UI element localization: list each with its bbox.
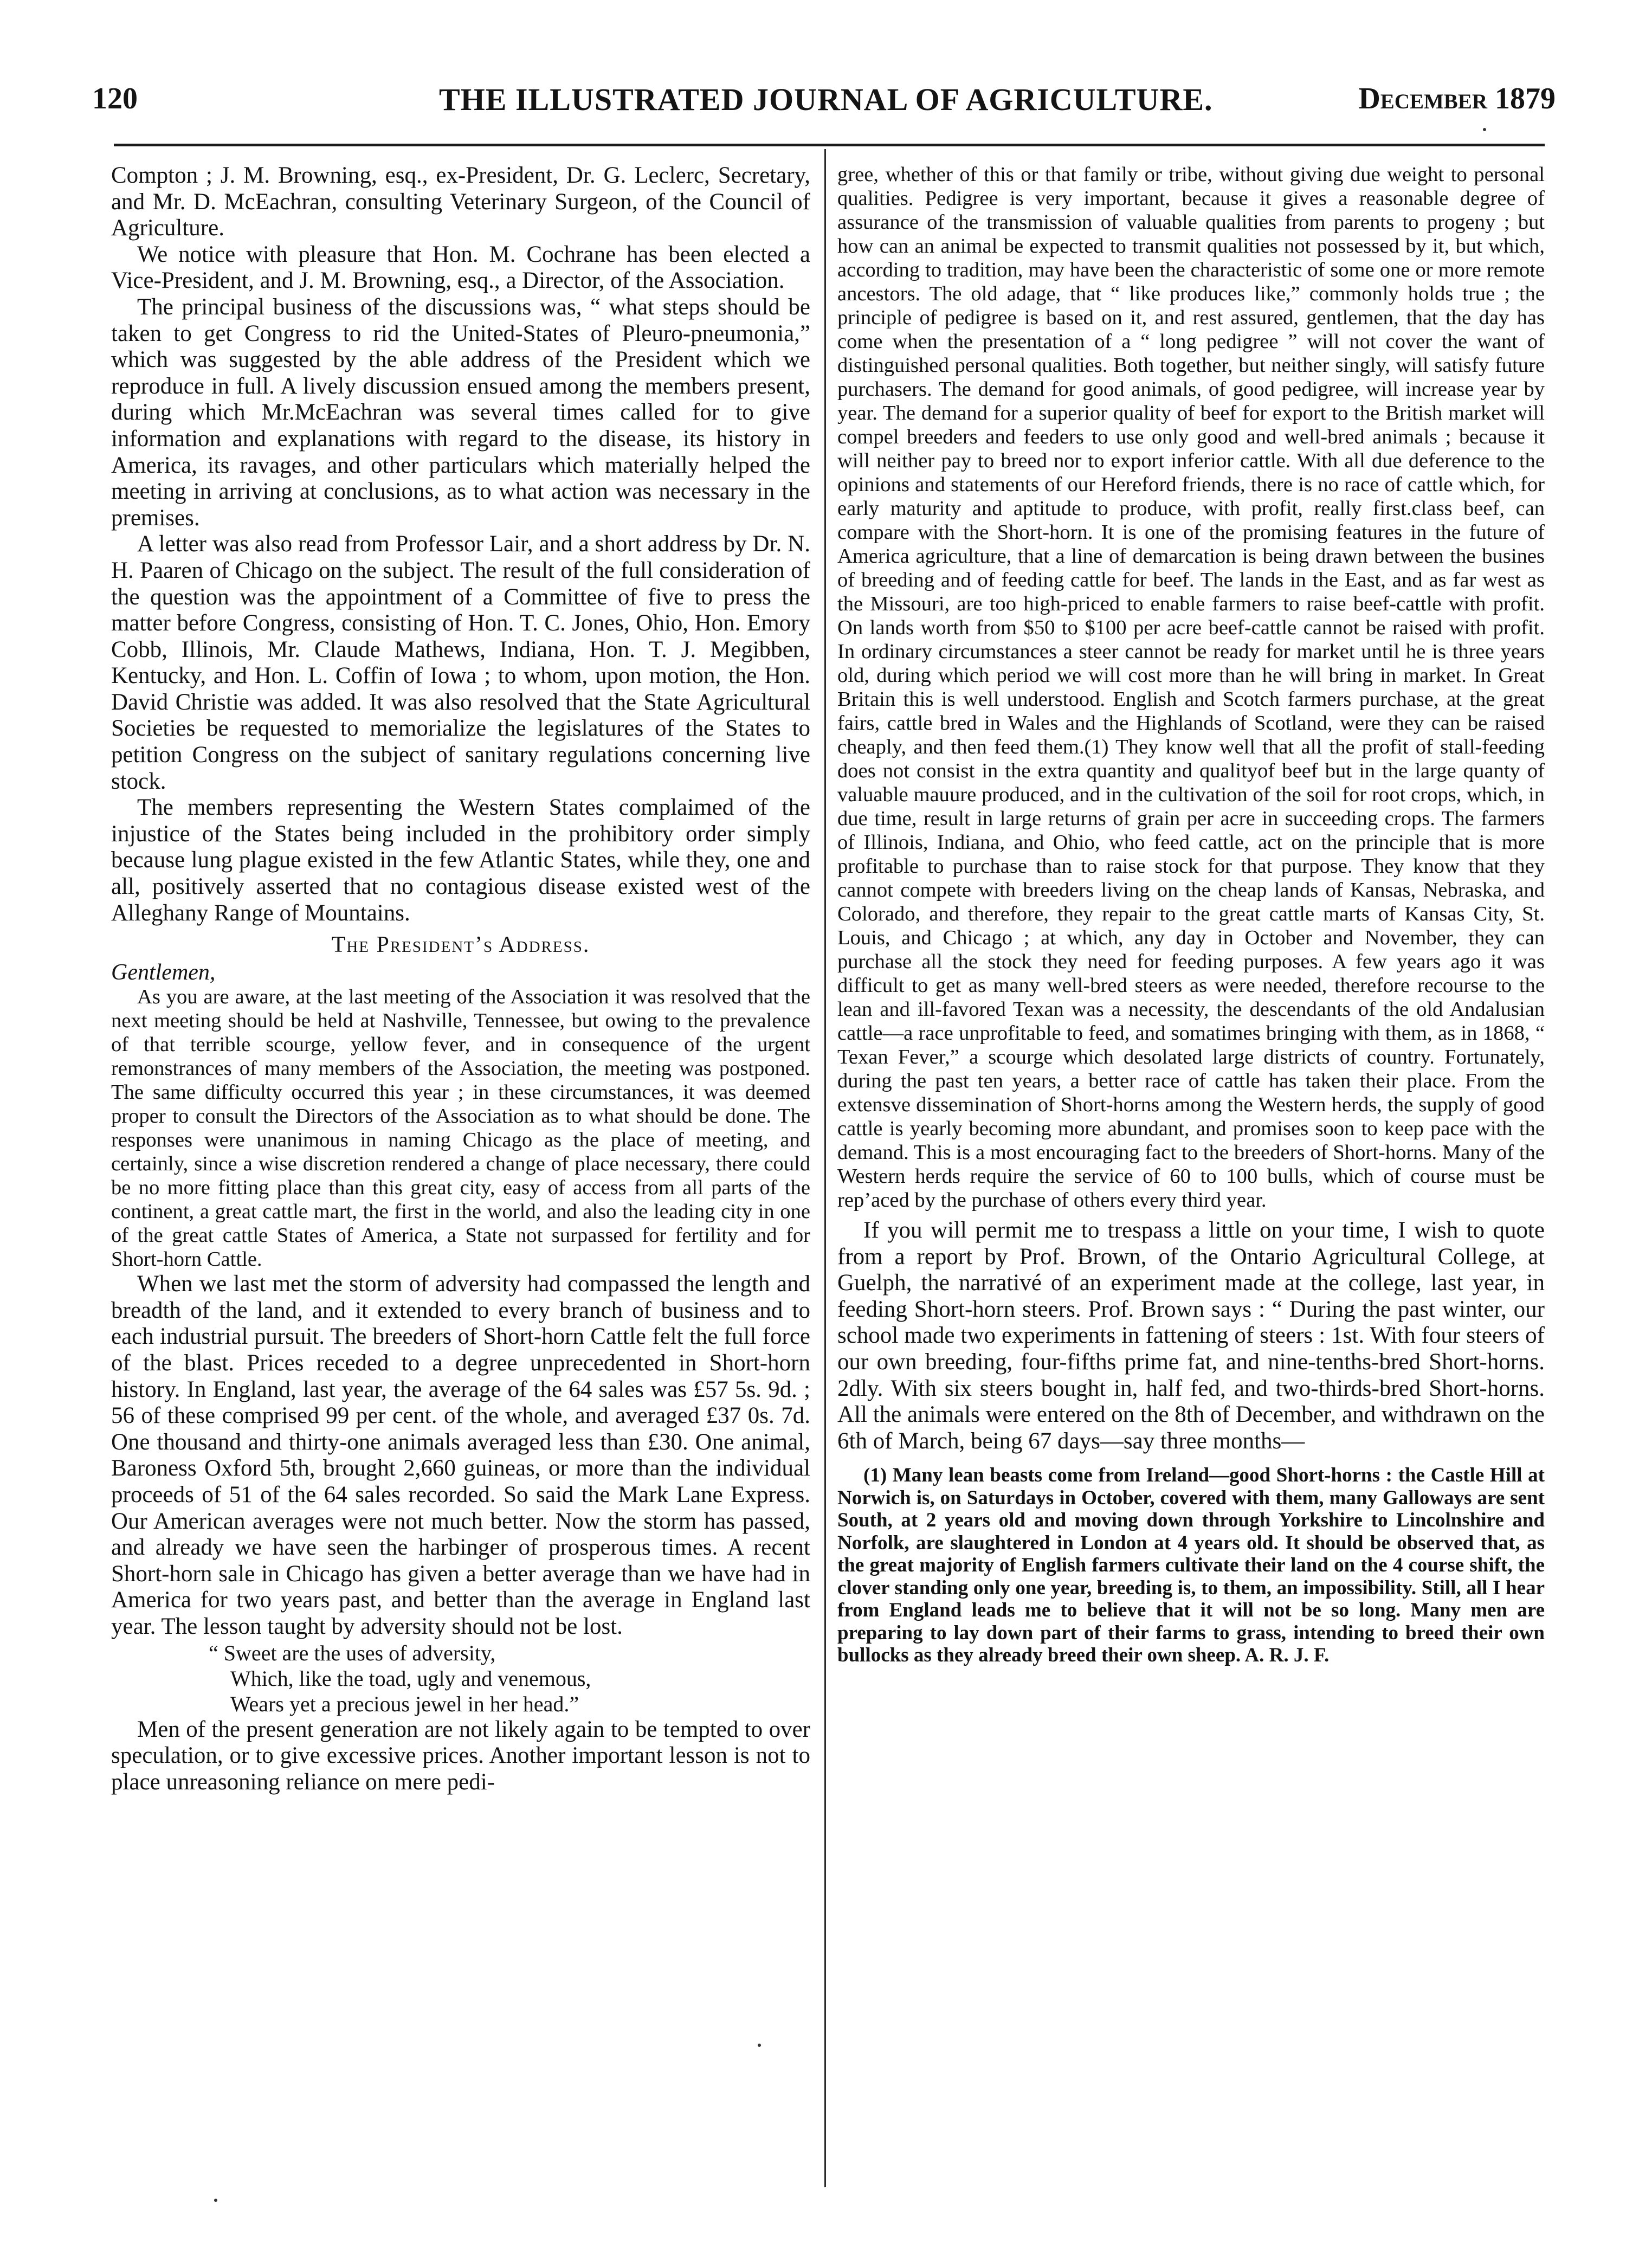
header-rule	[114, 144, 1545, 146]
right-column	[837, 163, 1545, 1667]
poem-quote	[209, 1640, 810, 1717]
print-speck	[1483, 128, 1486, 131]
poem-line: “ Sweet are the uses of adversity,	[209, 1640, 496, 1665]
paragraph: The principal business of the discussions was, “ what steps should be taken to get Congress to rid the United-States of Pleuro-pneumonia,” which was suggested by the able address of the President which we reproduce in full. A lively discussion ensued among the members present, during which Mr.McEachran was several times called for to give information and explanations with regard to the disease, its history in America, its ravages, and other particulars which materially helped the meeting in arriving at conclusions, as to what action was necessary in the premises.	[111, 294, 810, 531]
paragraph: Compton ; J. M. Browning, esq., ex-President, Dr. G. Leclerc, Secretary, and Mr. D. McEachran, consulting Veterinary Surgeon, of the Council of Agriculture.	[111, 163, 810, 241]
print-speck	[214, 2199, 217, 2202]
print-speck	[758, 2044, 761, 2047]
paragraph: If you will permit me to trespass a little on your time, I wish to quote from a report by Prof. Brown, of the Ontario Agricultural College, at Guelph, the narrativé of an experiment made at the college, last year, in feeding Short-horn steers. Prof. Brown says : “ During the past winter, our school made two experiments in fattening of steers : 1st. With four steers of our own breeding, four-fifths prime fat, and nine-tenths-bred Short-horns. 2dly. With six steers bought in, half fed, and two-thirds-bred Short-horns. All the animals were entered on the 8th of December, and withdrawn on the 6th of March, being 67 days—say three months—	[837, 1217, 1545, 1454]
salutation: Gentlemen,	[111, 960, 216, 985]
left-column	[111, 163, 810, 1795]
column-divider	[824, 149, 826, 2187]
paragraph: As you are aware, at the last meeting of the Association it was resolved that the next meeting should be held at Nashville, Tennessee, but owing to the prevalence of that terrible scourge, yellow fever, and in consequence of the urgent remonstrances of many members of the Association, the meeting was postponed. The same difficulty occurred this year ; in these circumstances, it was deemed proper to consult the Directors of the Association as to what should be done. The responses were unanimous in naming Chicago as the place of meeting, and certainly, since a wise discretion rendered a change of place necessary, there could be no more fitting place than this great city, easy of access from all parts of the continent, a great cattle mart, the first in the world, and also the leading city in one of the great cattle States of America, a State not surpassed for fertility and for Short-horn Cattle.	[111, 985, 810, 1271]
poem-line: Which, like the toad, ugly and venemous,	[230, 1666, 591, 1691]
paragraph: gree, whether of this or that family or tribe, without giving due weight to personal qualities. Pedigree is very important, because it gives a reasonable degree of assurance of the transmission of valuable qualities from parents to progeny ; but how can an animal be expected to transmit qualities not possessed by it, but which, according to tradition, may have been the characteristic of some one or more remote ancestors. The old adage, that “ like produces like,” commonly holds true ; the principle of pedigree is based on it, and rest assured, gentlemen, that the day has come when the presentation of a “ long pedigree ” will not cover the want of distinguished personal qualities. Both together, but neither singly, will satisfy future purchasers. The demand for good animals, of good pedigree, will increase year by year. The demand for a superior quality of beef for export to the British market will compel breeders and feeders to use only good and well-bred animals ; because it will neither pay to breed nor to export inferior cattle. With all due deference to the opinions and statements of our Hereford friends, there is no race of cattle which, for early maturity and aptitude to produce, with profit, really first.class beef, can compare with the Short-horn. It is one of the promising features in the future of America agriculture, that a line of demarcation is being drawn between the busines of breeding and of feeding cattle for beef. The lands in the East, and as far west as the Missouri, are too high-priced to enable farmers to raise beef-cattle with profit. On lands worth from $50 to $100 per acre beef-cattle cannot be raised with profit. In ordinary circumstances a steer cannot be ready for market until he is three years old, during which period we will cost more than he will bring in market. In Great Britain this is well understood. English and Scotch farmers purchase, at the great fairs, cattle bred in Wales and the Highlands of Scotland, were they can be raised cheaply, and then feed them.(1) They know well that all the profit of stall-feeding does not consist in the extra quantity and qualityof beef but in the large quanty of valuable mauure produced, and in the cultivation of the soil for root crops, which, in due time, result in large returns of grain per acre in succeeding crops. The farmers of Illinois, Indiana, and Ohio, who feed cattle, act on the principle that is more profitable to purchase than to raise stock for that purpose. They know that they cannot compete with breeders living on the cheap lands of Kansas, Nebraska, and Colorado, and therefore, they repair to the great cattle marts of Kansas City, St. Louis, and Chicago ; at which, any day in October and November, they can purchase all the stock they need for feeding purposes. A few years ago it was difficult to get as many well-bred steers as were needed, therefore recourse to the lean and ill-favored Texan was a necessity, the descendants of the old Andalusian cattle—a race unprofitable to feed, and somatimes bringing with them, as in 1868, “ Texan Fever,” a scourge which desolated large districts of country. Fortunately, during the past ten years, a better race of cattle has taken their place. From the extensve dissemination of Short-horns among the Western herds, the supply of good cattle is yearly becoming more abundant, and promises soon to keep pace with the demand. This is a most encouraging fact to the breeders of Short-horns. Many of the Western herds require the service of 60 to 100 bulls, which of course must be rep’aced by the purchase of others every third year.	[837, 163, 1545, 1212]
page-header	[92, 81, 1556, 133]
paragraph: The members representing the Western States complaimed of the injustice of the States being included in the prohibitory order simply because lung plague existed in the few Atlantic States, while they, one and all, positively asserted that no contagious disease existed west of the Alleghany Range of Mountains.	[111, 795, 810, 926]
journal-title: THE ILLUSTRATED JOURNAL OF AGRICULTURE.	[439, 82, 1213, 117]
paragraph: Men of the present generation are not likely again to be tempted to over speculation, or to give excessive prices. Another important lesson is not to place unreasoning reliance on mere pedi-	[111, 1716, 810, 1795]
paragraph: A letter was also read from Professor Lair, and a short address by Dr. N. H. Paaren of Chicago on the subject. The result of the full consideration of the question was the appointment of a Committee of five to press the matter before Congress, consisting of Hon. T. C. Jones, Ohio, Hon. Emory Cobb, Illinois, Mr. Claude Mathews, Indiana, Hon. T. J. Megibben, Kentucky, and Hon. L. Coffin of Iowa ; to whom, upon motion, the Hon. David Christie was added. It was also resolved that the State Agricultural Societies be requested to memorialize the legislatures of the States to petition Congress on the subject of sanitary regulations concerning live stock.	[111, 531, 810, 794]
paragraph: When we last met the storm of adversity had compassed the length and breadth of the land, and it extended to every branch of business and to each industrial pursuit. The breeders of Short-horn Cattle felt the full force of the blast. Prices receded to a degree unprecedented in Short-horn history. In England, last year, the average of the 64 sales was £57 5s. 9d. ; 56 of these comprised 99 per cent. of the whole, and averaged £37 0s. 7d. One thousand and thirty-one animals averaged less than £30. One animal, Baroness Oxford 5th, brought 2,660 guineas, or more than the individual proceeds of 51 of the 64 sales recorded. So said the Mark Lane Express. Our American averages were not much better. Now the storm has passed, and already we have seen the harbinger of prosperous times. A recent Short-horn sale in Chicago has given a better average than we have had in America for two years past, and better than the average in England last year. The lesson taught by adversity should not be lost.	[111, 1271, 810, 1639]
section-heading: The President’s Address.	[331, 932, 590, 958]
page-number: 120	[92, 82, 138, 115]
poem-line: Wears yet a precious jewel in her head.”	[230, 1691, 579, 1716]
footnote: (1) Many lean beasts come from Ireland—good Short-horns : the Castle Hill at Norwich is, on Saturdays in October, covered with them, many Galloways are sent South, at 2 years old and moving down through Yorkshire to Lincolnshire and Norfolk, are slaughtered in London at 4 years old. It should be observed that, as the great majority of English farmers cultivate their land on the 4 course shift, the clover standing only one year, breeding is, to them, an impossibility. Still, all I hear from England leads me to believe that it will not be so long. Many men are preparing to lay down part of their farms to grass, intending to breed their own bullocks as they already breed their own sheep. A. R. J. F.	[837, 1464, 1545, 1667]
issue-date: December 1879	[1358, 82, 1556, 115]
paragraph: We notice with pleasure that Hon. M. Cochrane has been elected a Vice-President, and J. M. Browning, esq., a Director, of the Association.	[111, 241, 810, 294]
